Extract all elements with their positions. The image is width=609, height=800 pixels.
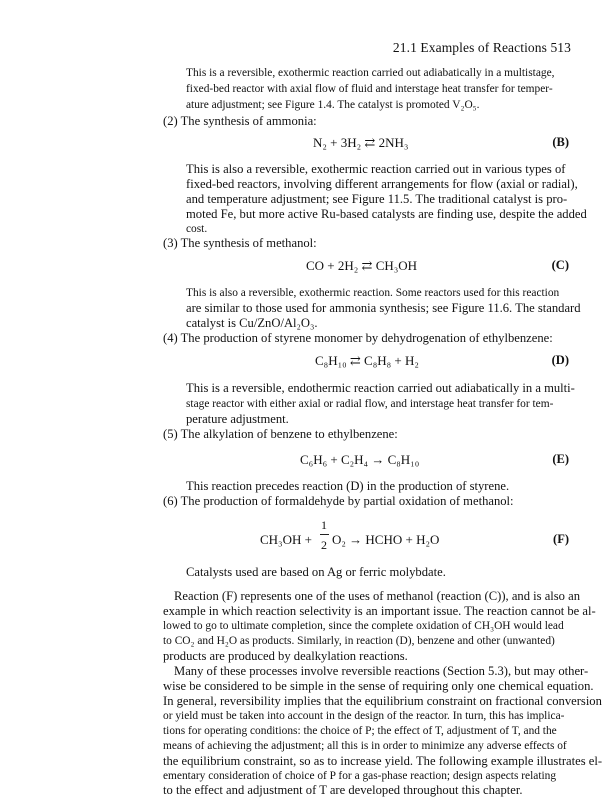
- equation-d-label: (D): [551, 353, 569, 367]
- equation-e-label: (E): [552, 452, 569, 466]
- equation-f-right: O₂ → HCHO + H₂O: [332, 532, 440, 547]
- para2-line-9: to the effect and adjustment of T are developed throughout this chapter.: [163, 783, 523, 797]
- item2-line-2: fixed-bed reactors, involving different arrangements for flow (axial or radial),: [186, 177, 578, 191]
- para2-line-6: means of achieving the adjustment; all this is in order to minimize any adverse effects of: [163, 740, 567, 752]
- item6-line-1: Catalysts used are based on Ag or ferric molybdate.: [186, 565, 446, 579]
- para1-line-1: Reaction (F) represents one of the uses of methanol (reaction (C)), and is also an: [174, 589, 581, 603]
- item4-line-2: stage reactor with either axial or radial flow, and interstage heat transfer for tem-: [186, 398, 554, 410]
- equation-f-fraction-numerator: 1: [321, 518, 327, 532]
- equation-c: CO + 2H₂ ⇄ CH₃OH: [306, 258, 418, 273]
- item2-line-3: and temperature adjustment; see Figure 11.5. The traditional catalyst is pro-: [186, 192, 568, 206]
- item3-line-1: This is also a reversible, exothermic reaction. Some reactors used for this reaction: [186, 287, 560, 299]
- item3-line-3: catalyst is Cu/ZnO/Al₂O₃.: [186, 316, 318, 330]
- item2-line-5: cost.: [186, 223, 208, 235]
- item3-heading: (3) The synthesis of methanol:: [163, 236, 317, 250]
- para2-line-1: Many of these processes involve reversible reactions (Section 5.3), but may other-: [174, 664, 589, 678]
- item1-line-1: This is a reversible, exothermic reaction carried out adiabatically in a multistage,: [186, 67, 555, 79]
- para1-line-3: lowed to go to ultimate completion, since the complete oxidation of CH₃OH would lead: [163, 620, 564, 632]
- equation-b: N₂ + 3H₂ ⇄ 2NH₃: [313, 135, 409, 150]
- item2-line-4: moted Fe, but more active Ru-based catalysts are finding use, despite the added: [186, 207, 587, 221]
- equation-f-fraction-denominator: 2: [321, 538, 327, 552]
- equation-c-label: (C): [551, 258, 569, 272]
- equation-f-fraction-bar: [320, 534, 329, 535]
- para1-line-4: to CO₂ and H₂O as products. Similarly, in reaction (D), benzene and other (unwanted): [163, 635, 555, 647]
- para2-line-7: the equilibrium constraint, so as to increase yield. The following example illustrates el-: [163, 754, 603, 768]
- para1-line-2: example in which reaction selectivity is an important issue. The reaction cannot be al-: [163, 604, 596, 618]
- item5-line-1: This reaction precedes reaction (D) in the production of styrene.: [186, 479, 510, 493]
- item6-heading: (6) The production of formaldehyde by partial oxidation of methanol:: [163, 494, 514, 508]
- item2-line-1: This is also a reversible, exothermic reaction carried out in various types of: [186, 162, 566, 176]
- equation-f-left: CH₃OH +: [260, 532, 312, 547]
- item5-heading: (5) The alkylation of benzene to ethylbenzene:: [163, 427, 398, 441]
- para2-line-3: In general, reversibility implies that the equilibrium constraint on fractional conversion: [163, 694, 602, 708]
- item1-line-3: ature adjustment; see Figure 1.4. The catalyst is promoted V₂O₅.: [186, 99, 480, 111]
- item4-line-1: This is a reversible, endothermic reaction carried out adiabatically in a multi-: [186, 381, 575, 395]
- item3-line-2: are similar to those used for ammonia synthesis; see Figure 11.6. The standard: [186, 301, 581, 315]
- equation-e: C₆H₆ + C₂H₄ → C₈H₁₀: [300, 452, 420, 467]
- para2-line-5: tions for operating conditions: the choice of P; the effect of T, adjustment of T, and the: [163, 725, 557, 737]
- item1-line-2: fixed-bed reactor with axial flow of fluid and interstage heat transfer for temper-: [186, 83, 553, 95]
- item2-heading: (2) The synthesis of ammonia:: [163, 114, 317, 128]
- para2-line-4: or yield must be taken into account in the design of the reactor. In turn, this has implica-: [163, 710, 565, 722]
- item4-heading: (4) The production of styrene monomer by dehydrogenation of ethylbenzene:: [163, 331, 553, 345]
- para1-line-5: products are produced by dealkylation reactions.: [163, 649, 408, 663]
- equation-b-label: (B): [552, 135, 569, 149]
- equation-f-label: (F): [553, 532, 569, 546]
- item4-line-3: perature adjustment.: [186, 412, 289, 426]
- equation-d: C₈H₁₀ ⇄ C₈H₈ + H₂: [315, 353, 419, 368]
- para2-line-8: ementary consideration of choice of P for a gas-phase reaction; design aspects relating: [163, 770, 557, 782]
- running-header: 21.1 Examples of Reactions 513: [392, 40, 571, 55]
- para2-line-2: wise be considered to be simple in the sense of requiring only one chemical equation.: [163, 679, 594, 693]
